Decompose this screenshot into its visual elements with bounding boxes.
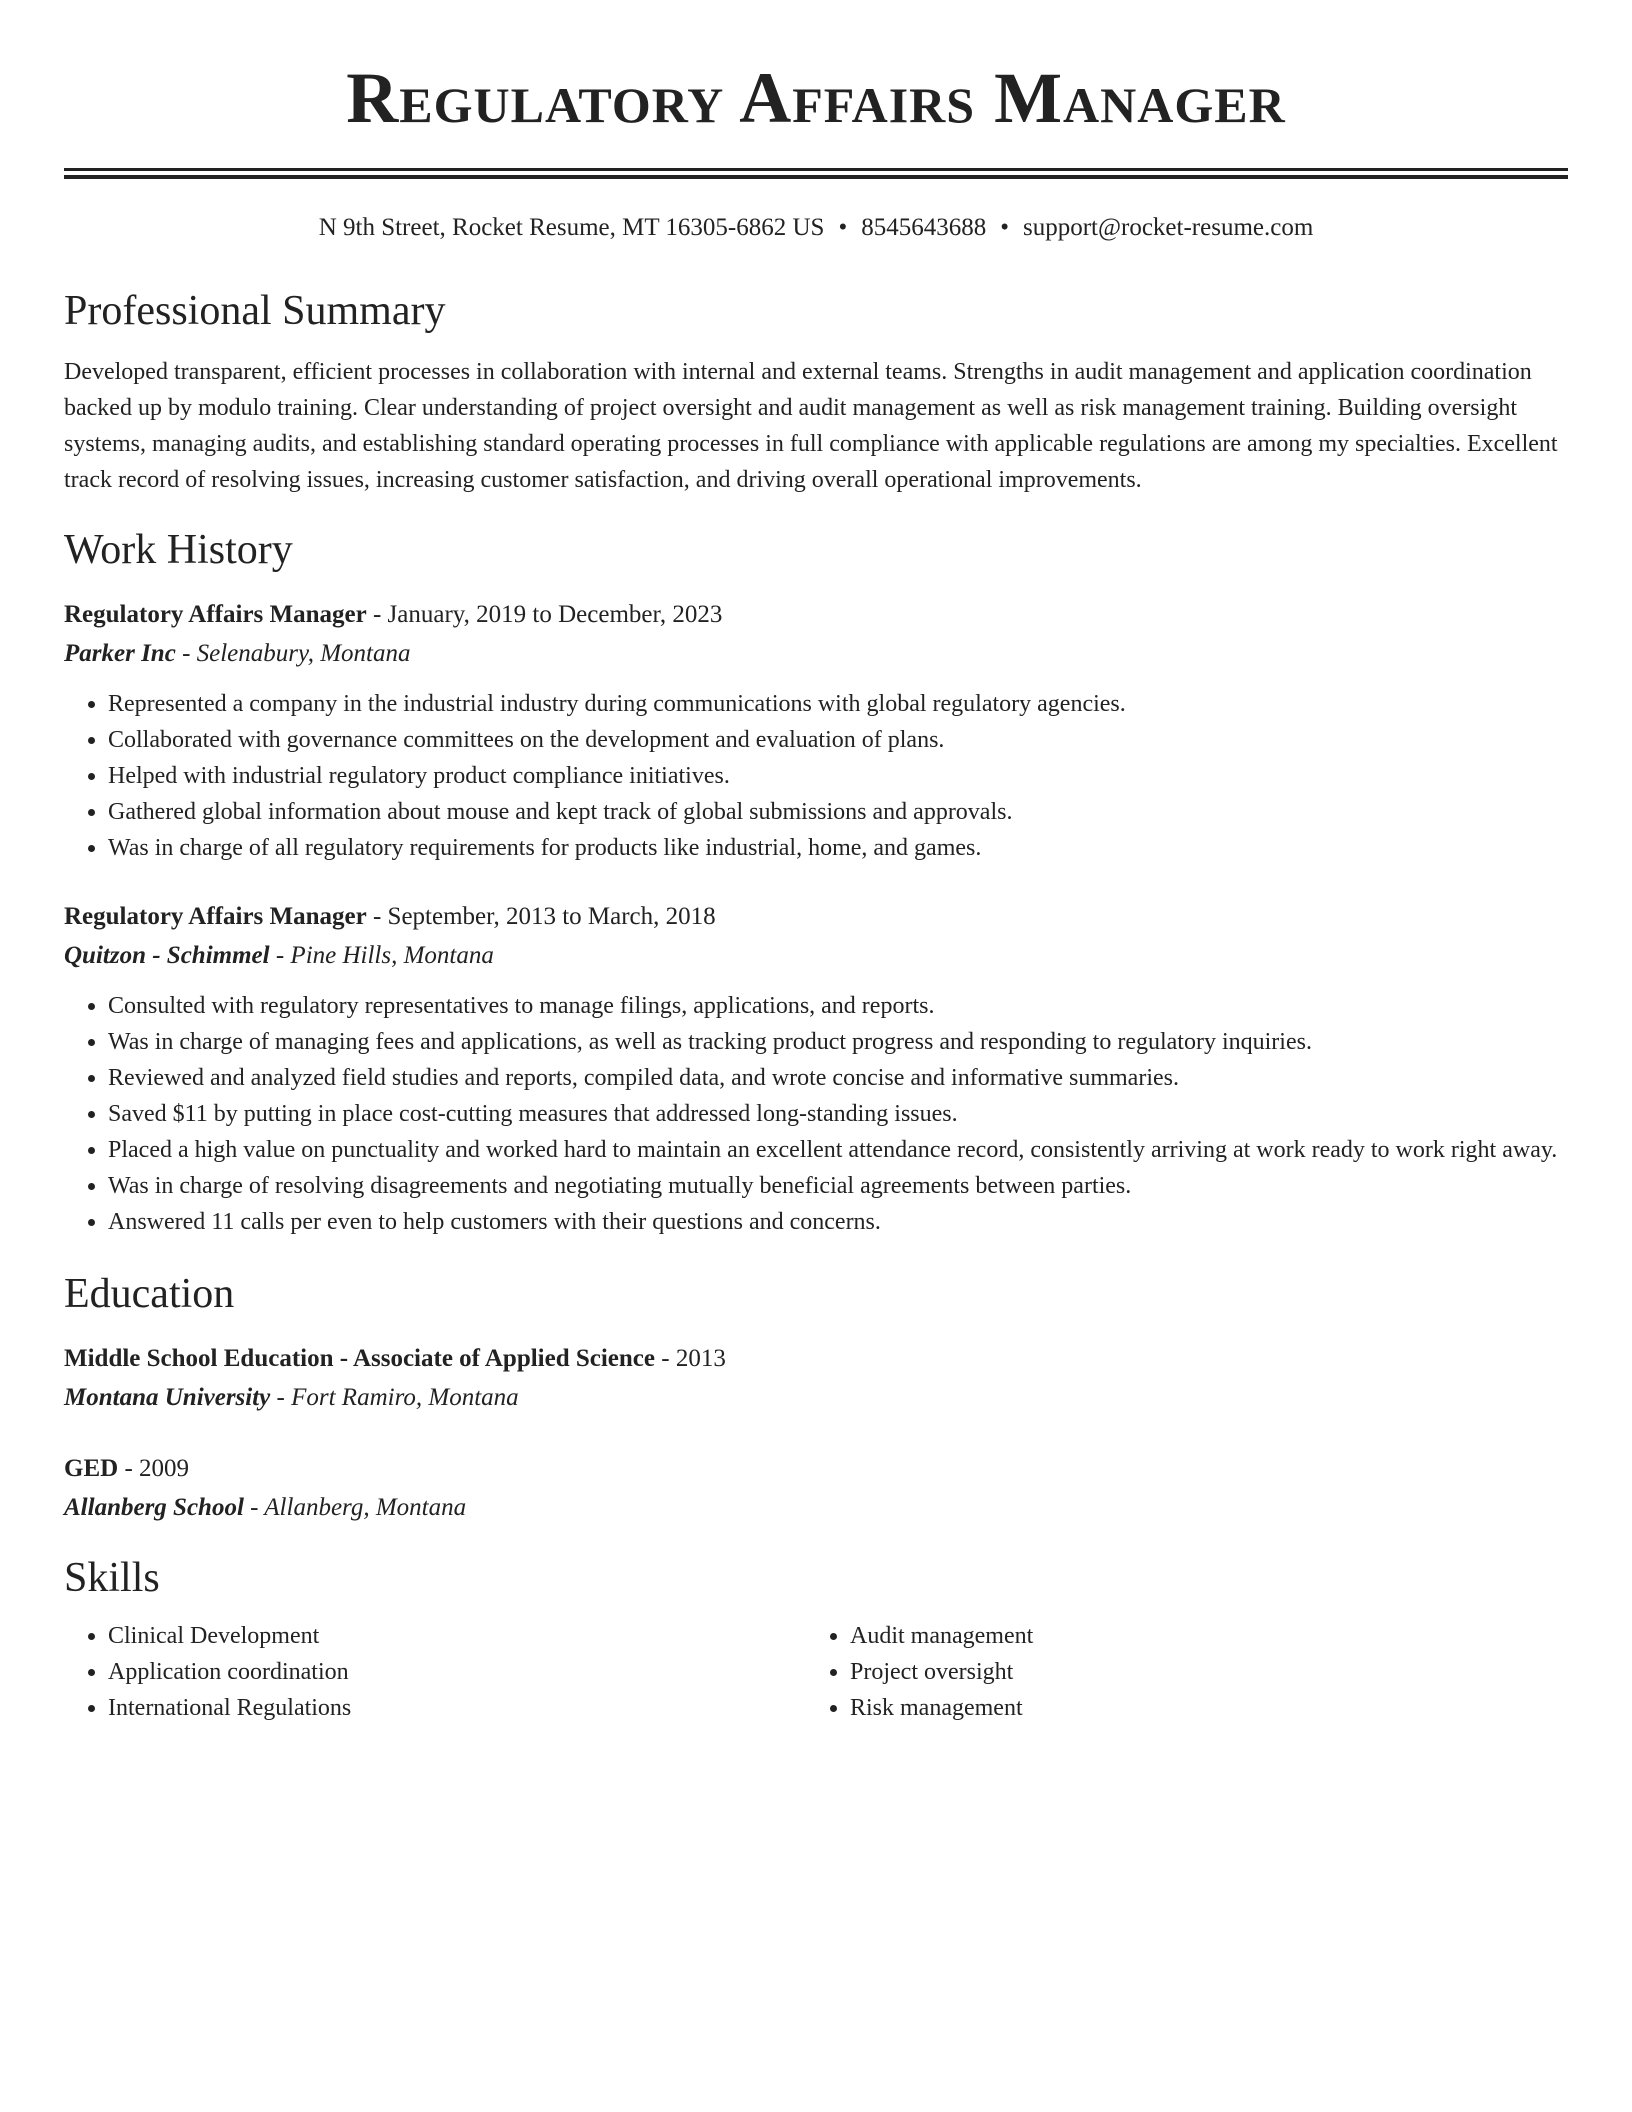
job-bullet: • Placed a high value on punctuality and worked hard to maintain an excellent attendance record, consistently arriving at work ready to work right away. [108, 1132, 1568, 1168]
contact-separator: • [1000, 214, 1009, 241]
job-bullet: • Answered 11 calls per even to help customers with their questions and concerns. [108, 1204, 1568, 1240]
job-dates: - January, 2019 to December, 2023 [366, 601, 723, 628]
job-bullet: • Reviewed and analyzed field studies and reports, compiled data, and wrote concise and informative summaries. [108, 1060, 1568, 1096]
job-bullets [64, 988, 1568, 1240]
skill-item: • International Regulations [108, 1690, 806, 1726]
job-bullet: • Collaborated with governance committees on the development and evaluation of plans. [108, 722, 1568, 758]
summary-text: Developed transparent, efficient processes in collaboration with internal and external teams. Strengths in audit management and application coordination backed up by modulo training. Clear understanding of project oversight and audit management as well as risk management training. Building oversight systems, managing audits, and establishing standard operating processes in full compliance with applicable regulations are among my specialties. Excellent track record of resolving issues, increasing customer satisfaction, and driving overall operational improvements. [64, 359, 1558, 493]
education-degree: Middle School Education - Associate of Applied Science [64, 1345, 656, 1372]
education-degree: GED [64, 1455, 119, 1482]
education-school: Allanberg School [64, 1494, 244, 1521]
education-year: - 2013 [655, 1345, 726, 1372]
skills-heading: Skills [64, 1555, 160, 1601]
job-bullet: • Was in charge of all regulatory requirements for products like industrial, home, and games. [108, 830, 1568, 866]
job-company: Quitzon - Schimmel [64, 942, 270, 969]
job-entry [64, 898, 1568, 1240]
job-company: Parker Inc [64, 640, 176, 667]
skills-list-left [64, 1618, 806, 1726]
education-school-line [64, 1378, 1568, 1418]
summary-heading: Professional Summary [64, 288, 446, 334]
education-location: - Fort Ramiro, Montana [270, 1384, 519, 1411]
resume-title: Regulatory Affairs Manager [346, 58, 1286, 138]
job-header [64, 898, 1568, 936]
contact-email: support@rocket-resume.com [1022, 214, 1314, 241]
job-bullet: • Gathered global information about mouse and kept track of global submissions and approvals. [108, 794, 1568, 830]
job-bullet: • Was in charge of managing fees and applications, as well as tracking product progress and responding to regulatory inquiries. [108, 1024, 1568, 1060]
education-location: - Allanberg, Montana [243, 1494, 467, 1521]
education-entry [64, 1450, 1568, 1528]
education-school: Montana University [64, 1384, 271, 1411]
job-company-line [64, 936, 1568, 976]
work-history-heading: Work History [64, 527, 293, 573]
job-dates: - September, 2013 to March, 2018 [366, 903, 716, 930]
job-location: - Selenabury, Montana [175, 640, 411, 667]
job-company-line [64, 634, 1568, 674]
education-entry [64, 1340, 1568, 1418]
job-location: - Pine Hills, Montana [269, 942, 494, 969]
job-bullet: • Saved $11 by putting in place cost-cutting measures that addressed long-standing issues. [108, 1096, 1568, 1132]
contact-line [64, 211, 1568, 245]
education-school-line [64, 1488, 1568, 1528]
contact-address: N 9th Street, Rocket Resume, MT 16305-6862 US [318, 214, 825, 241]
skill-item: • Clinical Development [108, 1618, 806, 1654]
job-bullets [64, 686, 1568, 866]
skill-item: • Risk management [850, 1690, 1548, 1726]
resume-page [64, 0, 1568, 1726]
job-bullet: • Helped with industrial regulatory product compliance initiatives. [108, 758, 1568, 794]
contact-separator: • [838, 214, 848, 241]
education-header [64, 1340, 1568, 1378]
skill-item: • Project oversight [850, 1654, 1548, 1690]
skill-item: • Application coordination [108, 1654, 806, 1690]
job-entry [64, 596, 1568, 866]
job-title: Regulatory Affairs Manager [64, 903, 367, 930]
title-divider [64, 168, 1568, 179]
job-bullet: • Consulted with regulatory representatives to manage filings, applications, and reports. [108, 988, 1568, 1024]
education-header [64, 1450, 1568, 1488]
education-heading: Education [64, 1271, 235, 1317]
skills-columns [64, 1618, 1568, 1726]
job-bullet: • Represented a company in the industrial industry during communications with global regulatory agencies. [108, 686, 1568, 722]
contact-phone: 8545643688 [861, 214, 987, 241]
education-year: - 2009 [118, 1455, 190, 1482]
job-bullet: • Was in charge of resolving disagreements and negotiating mutually beneficial agreements between parties. [108, 1168, 1568, 1204]
skill-item: • Audit management [850, 1618, 1548, 1654]
job-title: Regulatory Affairs Manager [64, 601, 367, 628]
skills-list-right [806, 1618, 1548, 1726]
job-header [64, 596, 1568, 634]
